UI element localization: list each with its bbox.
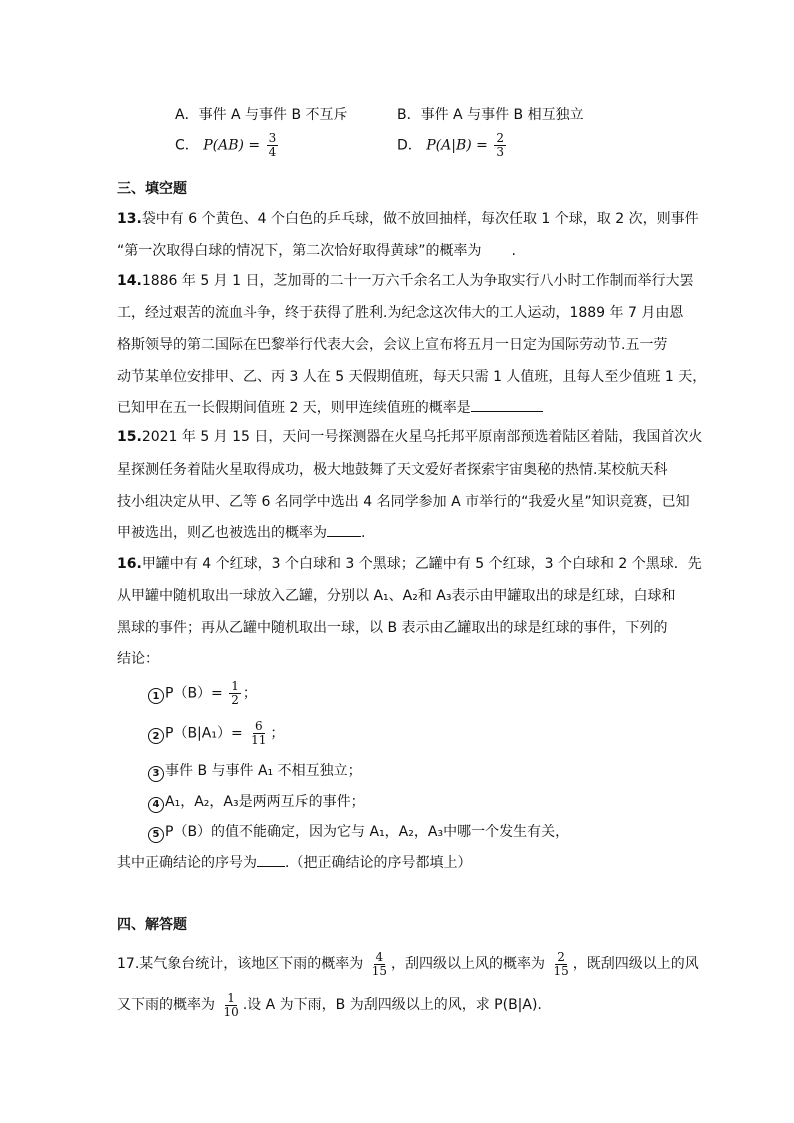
- option-a: A．事件 A 与事件 B 不互斥: [175, 107, 348, 123]
- question-13-line2: “第一次取得白球的情况下，第二次恰好取得黄球”的概率为 .: [117, 243, 516, 259]
- option-d: D． P(A|B) = $\frac{2}{3}$: [397, 131, 504, 159]
- question-14: 14.1886 年 5 月 1 日，芝加哥的二十一万六千余名工人为争取实行八小时工作制而举行大罢: [117, 273, 694, 289]
- question-13: 13.袋中有 6 个黄色、4 个白色的乒乓球，做不放回抽样，每次任取 1 个球，取 2 次，则事件: [117, 211, 699, 227]
- question-17-line2: 又下雨的概率为 $\frac{1}{10}$ .设 A 为下雨，B 为刮四级以上的风，求 P(B|A).: [117, 990, 542, 1019]
- section-title: 三、填空题: [117, 181, 187, 197]
- question-14-line5: 已知甲在五一长假期间值班 2 天，则甲连续值班的概率是: [117, 397, 543, 417]
- question-16: 16.甲罐中有 4 个红球，3 个白球和 3 个黑球；乙罐中有 5 个红球，3 个白球和 2 个黑球．先: [117, 556, 702, 572]
- question-14-line2: 工，经过艰苦的流血斗争，终于获得了胜利.为纪念这次伟大的工人运动，1889 年 7 月由恩: [117, 305, 684, 321]
- section-title: 四、解答题: [117, 917, 187, 933]
- fraction: $\frac{3}{4}$: [268, 131, 277, 159]
- question-16-tail: 其中正确结论的序号为 .（把正确结论的序号都填上）: [117, 855, 472, 871]
- conclusion-3: 3 事件 B 与事件 A₁ 不相互独立；: [148, 760, 362, 782]
- fraction: $\frac{1}{2}$: [231, 679, 239, 707]
- question-15: 15.2021 年 5 月 15 日，天问一号探测器在火星乌托邦平原南部预选着陆区着陆，我国首次火: [117, 429, 703, 445]
- circled-number: 5: [148, 827, 164, 843]
- option-b: B．事件 A 与事件 B 相互独立: [397, 107, 584, 123]
- conclusion-2: 2 P（B|A₁）= $\frac{6}{11}$ ；: [148, 720, 284, 747]
- question-17: 17.某气象台统计，该地区下雨的概率为 $\frac{4}{15}$ ，刮四级以上风的概率为 $\frac{2}{15}$ ，既刮四级以上的风: [117, 949, 699, 978]
- question-15-line2: 星探测任务着陆火星取得成功，极大地鼓舞了天文爱好者探索宇宙奥秘的热情.某校航天科: [117, 462, 668, 478]
- fraction: $\frac{1}{10}$: [223, 990, 239, 1019]
- conclusion-5: 5 P（B）的值不能确定，因为它与 A₁，A₂，A₃中哪一个发生有关，: [148, 821, 569, 843]
- fraction: $\frac{4}{15}$: [371, 949, 387, 978]
- fraction: $\frac{2}{3}$: [496, 131, 504, 159]
- fraction: $\frac{2}{15}$: [553, 949, 569, 978]
- answer-blank[interactable]: [257, 854, 285, 867]
- question-16-line4: 结论：: [117, 651, 159, 667]
- conclusion-4: 4 A₁，A₂，A₃是两两互斥的事件；: [148, 791, 365, 813]
- fraction: $\frac{6}{11}$: [251, 719, 267, 747]
- question-15-line4: 甲被选出，则乙也被选出的概率为 .: [117, 525, 366, 541]
- circled-number: 3: [148, 766, 164, 782]
- circled-number: 1: [148, 688, 164, 704]
- question-15-line3: 技小组决定从甲、乙等 6 名同学中选出 4 名同学参加 A 市举行的“我爱火星”知识竞赛，已知: [117, 494, 690, 510]
- circled-number: 4: [148, 797, 164, 813]
- circled-number: 2: [148, 728, 164, 744]
- question-14-line3: 格斯领导的第二国际在巴黎举行代表大会，会议上宣布将五月一日定为国际劳动节.五一劳: [117, 337, 668, 353]
- question-16-line2: 从甲罐中随机取出一球放入乙罐，分别以 A₁、A₂和 A₃表示由甲罐取出的球是红球，白球和: [117, 588, 676, 604]
- question-16-line3: 黑球的事件；再从乙罐中随机取出一球，以 B 表示由乙罐取出的球是红球的事件，下列的: [117, 620, 668, 636]
- answer-blank[interactable]: [471, 399, 543, 412]
- option-c: C． P(AB) = $\frac{3}{4}$: [175, 131, 277, 159]
- answer-blank[interactable]: [327, 524, 361, 537]
- question-14-line4: 动节某单位安排甲、乙、丙 3 人在 5 天假期值班，每天只需 1 人值班，且每人至少值班 1 天，: [117, 369, 707, 385]
- conclusion-1: 1 P（B）= $\frac{1}{2}$ ；: [148, 680, 257, 707]
